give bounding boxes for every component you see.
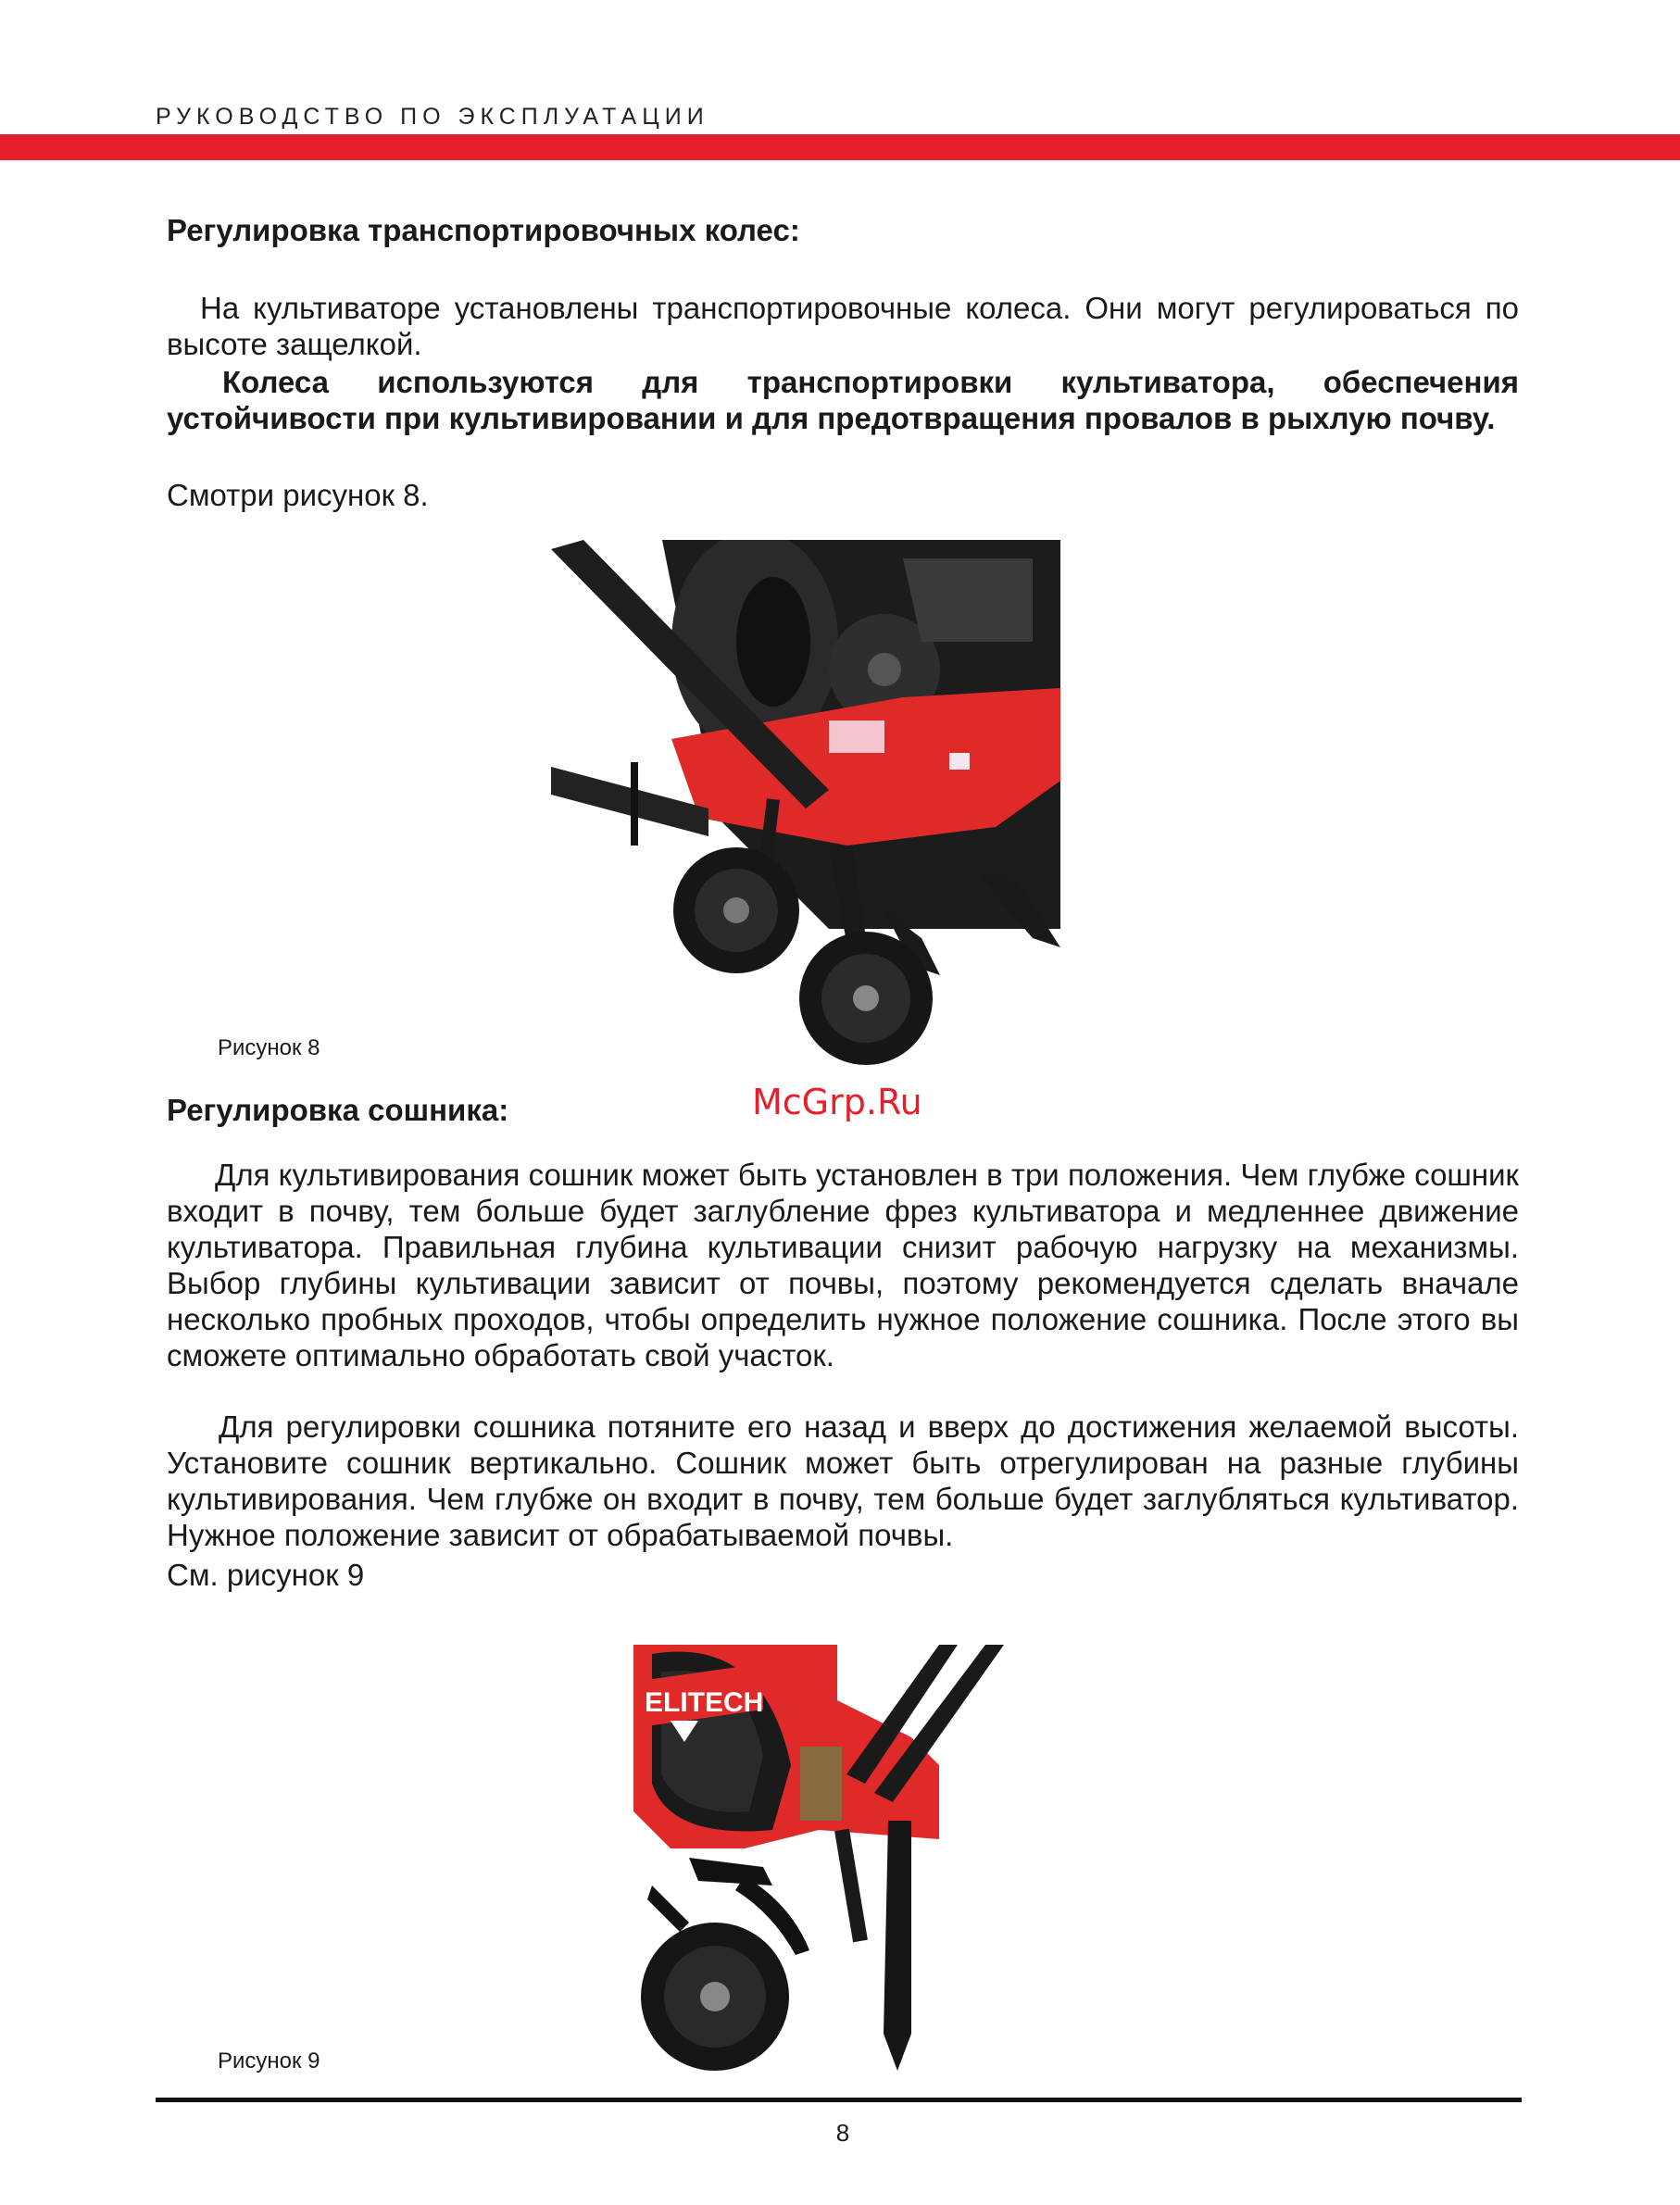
figure-8-image [551,540,1060,1072]
page-number: 8 [835,2119,850,2147]
see-figure-8: Смотри рисунок 8. [167,478,429,512]
paragraph-tine-adjust: Для регулировки сошника потяните его назад и вверх до достижения желаемой высоты. Установите сошник вертикально. Сошник может быть отрегулирован на разные глубины культивирования. Чем глубже он входит в почву, тем больше будет заглубляться культиватор. Нужное положение зависит от обрабатываемой почвы. [167,1409,1519,1552]
paragraph-tine-positions: Для культивирования сошник может быть установлен в три положения. Чем глубже сошник входит в почву, тем больше будет заглубление фрез культиватора и медленнее движение культиватора. Правильная глубина культивации снизит рабочую нагрузку на механизмы. Выбор глубины культивации зависит от почвы, поэтому рекомендуется сделать вначале несколько пробных проходов, чтобы определить нужное положение сошника. После этого вы сможете оптимально обработать свой участок. [167,1158,1519,1372]
section-heading-wheels: Регулировка транспортировочных колес: [167,213,800,247]
paragraph-wheels-purpose: Колеса используются для транспортировки культиватора, обеспечения устойчивости при культивировании и для предотвращения провалов в рыхлую почву. [167,365,1519,435]
figure-8-caption: Рисунок 8 [218,1035,320,1060]
see-figure-9: См. рисунок 9 [167,1558,365,1592]
watermark: McGrp.Ru [752,1082,922,1122]
elitech-brand-label: ELITECH [645,1687,764,1718]
manual-header-title: РУКОВОДСТВО ПО ЭКСПЛУАТАЦИИ [156,104,709,130]
footer-rule [156,2098,1522,2102]
figure-9-image [633,1645,1021,2095]
section-heading-tine: Регулировка сошника: [167,1093,509,1127]
header-red-bar [0,134,1680,160]
figure-9-caption: Рисунок 9 [218,2048,320,2073]
paragraph-wheels-intro: На культиваторе установлены транспортировочные колеса. Они могут регулироваться по высоте защелкой. [167,291,1519,361]
